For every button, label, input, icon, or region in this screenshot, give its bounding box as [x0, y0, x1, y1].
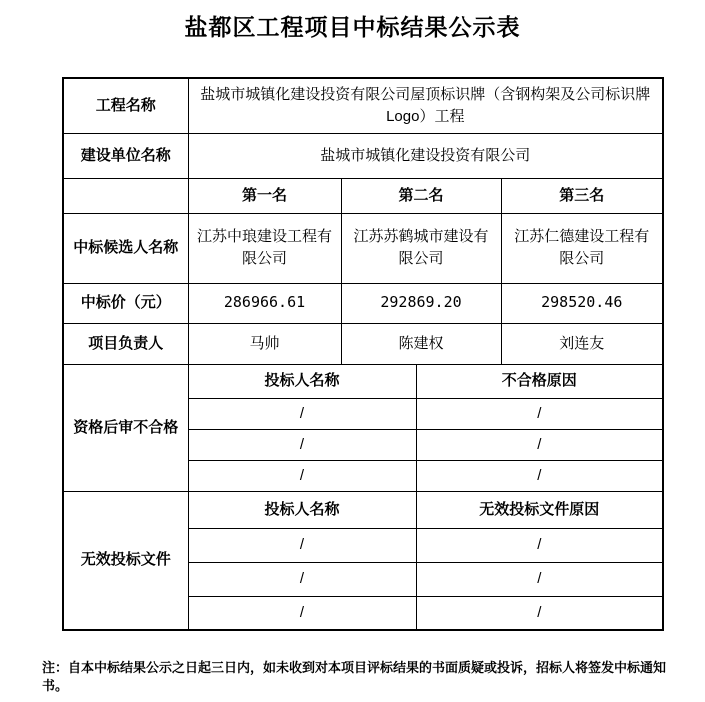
candidate-1: 江苏中琅建设工程有限公司 [188, 213, 341, 283]
leaders-label: 项目负责人 [63, 323, 188, 364]
rank-header-empty-cell [63, 178, 188, 213]
owner-row [63, 133, 663, 178]
leader-1: 马帅 [188, 323, 341, 364]
leaders-row [63, 323, 663, 364]
project-name-value: 盐城市城镇化建设投资有限公司屋顶标识牌（含钢构架及公司标识牌 Logo）工程 [188, 78, 663, 133]
invalid-reason-header: 无效投标文件原因 [416, 491, 663, 528]
qualification-bidder-cell: / [188, 460, 416, 491]
invalid-bidder-header: 投标人名称 [188, 491, 416, 528]
price-2: 292869.20 [341, 283, 501, 323]
invalid-reason-cell: / [416, 528, 663, 562]
invalid-reason-cell: / [416, 562, 663, 596]
project-name-row [63, 78, 663, 133]
qualification-bidder-header: 投标人名称 [188, 364, 416, 398]
candidates-label: 中标候选人名称 [63, 213, 188, 283]
leader-2: 陈建权 [341, 323, 501, 364]
price-row [63, 283, 663, 323]
qualification-reason-header: 不合格原因 [416, 364, 663, 398]
invalid-header-row [63, 491, 663, 528]
invalid-bidder-cell: / [188, 528, 416, 562]
qualification-reason-cell: / [416, 460, 663, 491]
price-3: 298520.46 [501, 283, 663, 323]
rank-header-row [63, 178, 663, 213]
invalid-section-label: 无效投标文件 [63, 491, 188, 630]
footer-note: 注：自本中标结果公示之日起三日内，如未收到对本项目评标结果的书面质疑或投诉，招标人将签发中标通知书。 [42, 660, 667, 694]
qualification-header-row [63, 364, 663, 398]
owner-label: 建设单位名称 [63, 133, 188, 178]
invalid-reason-cell: / [416, 596, 663, 630]
project-name-label: 工程名称 [63, 78, 188, 133]
candidate-3: 江苏仁德建设工程有限公司 [501, 213, 663, 283]
rank-header-second: 第二名 [341, 178, 501, 213]
qualification-bidder-cell: / [188, 398, 416, 429]
price-1: 286966.61 [188, 283, 341, 323]
rank-header-third: 第三名 [501, 178, 663, 213]
qualification-section-label: 资格后审不合格 [63, 364, 188, 491]
invalid-bidder-cell: / [188, 596, 416, 630]
invalid-bidder-cell: / [188, 562, 416, 596]
qualification-bidder-cell: / [188, 429, 416, 460]
owner-value: 盐城市城镇化建设投资有限公司 [188, 133, 663, 178]
qualification-reason-cell: / [416, 398, 663, 429]
qualification-reason-cell: / [416, 429, 663, 460]
candidates-row [63, 213, 663, 283]
page-title: 盐都区工程项目中标结果公示表 [184, 14, 521, 40]
price-label: 中标价（元） [63, 283, 188, 323]
bid-results-table [62, 77, 664, 631]
rank-header-first: 第一名 [188, 178, 341, 213]
candidate-2: 江苏苏鹤城市建设有限公司 [341, 213, 501, 283]
leader-3: 刘连友 [501, 323, 663, 364]
